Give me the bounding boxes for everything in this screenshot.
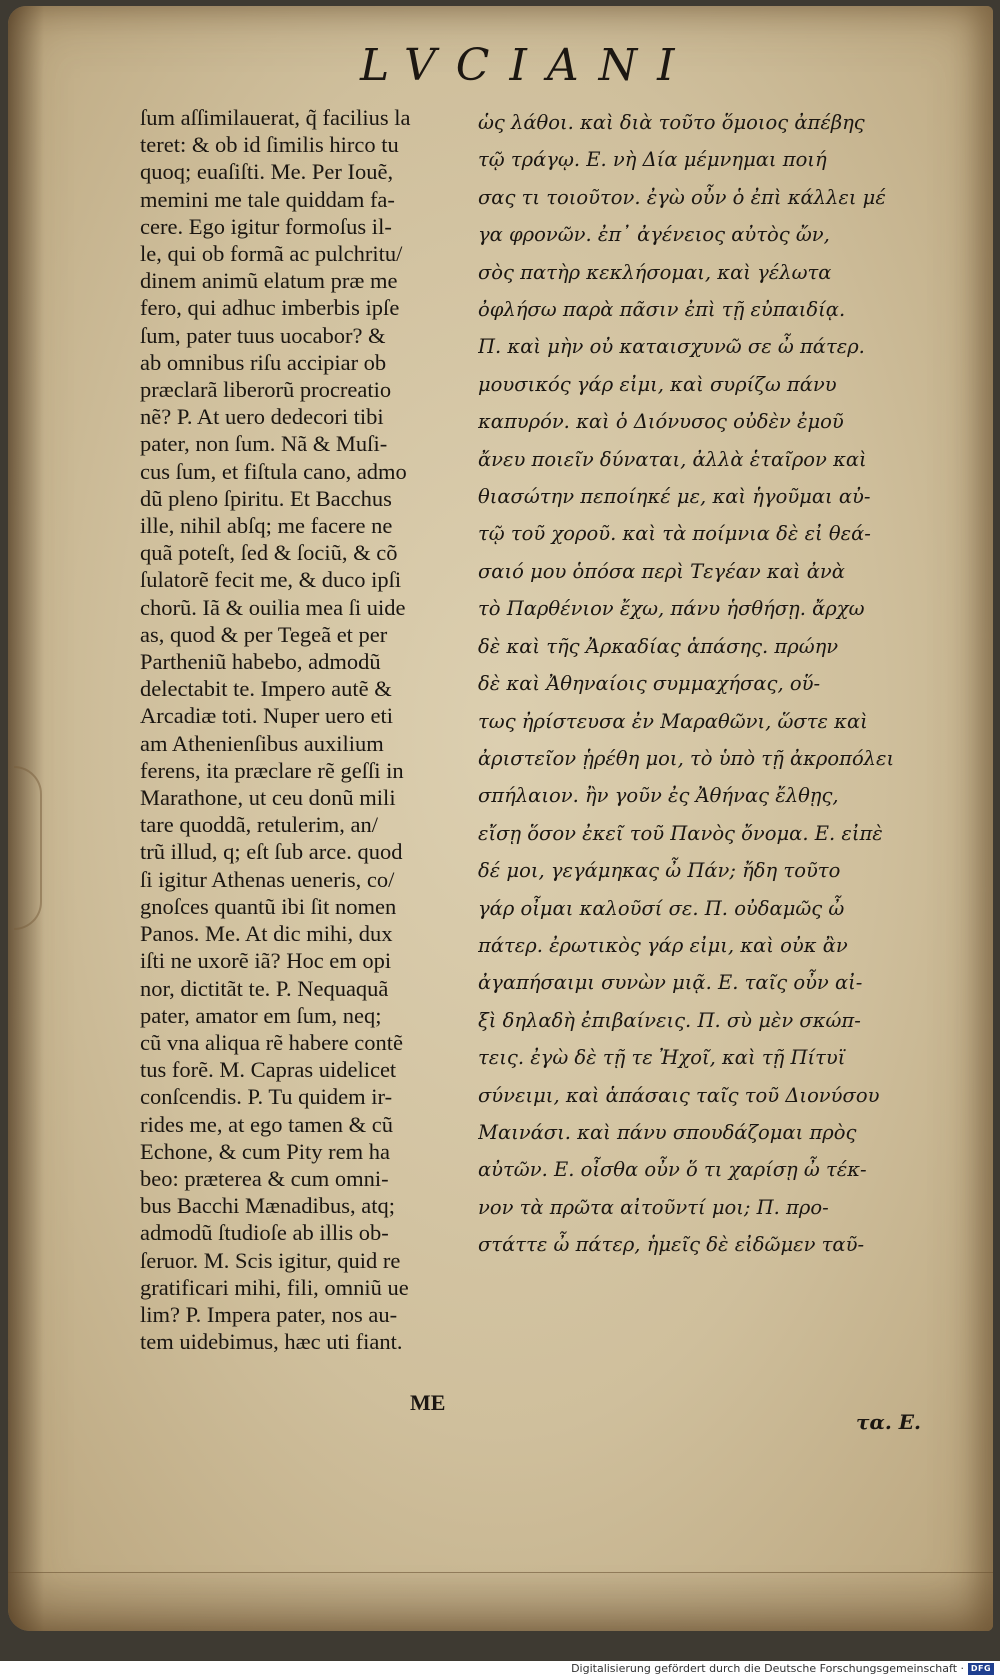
latin-text-line: Partheniũ habebo, admodũ [140,649,381,675]
latin-text-line: chorũ. Iã & ouilia mea ſi uide [140,594,406,620]
latin-text-line: tem uidebimus, hæc uti fiant. [140,1329,403,1355]
latin-text-line: le, qui ob formã ac pulchritu/ [140,241,403,267]
footer-credit: Digitalisierung gefördert durch die Deutsche Forschungsgemeinschaft · [571,1662,964,1675]
latin-text-line: conſcendis. P. Tu quidem ir- [140,1084,393,1110]
greek-text-line: τεις. ἐγὼ δὲ τῇ τε Ἠχοῖ, καὶ τῇ Πίτυϊ [478,1046,846,1070]
greek-text-line: σὸς πατὴρ κεκλήσομαι, καὶ γέλωτα [478,260,832,284]
latin-text-line: cũ vna aliqua rẽ habere contẽ [140,1029,403,1055]
running-head: LVCIANI [360,40,695,91]
dfg-logo: DFG [968,1663,994,1675]
latin-text-line: ſum, pater tuus uocabor? & [140,322,386,348]
latin-catchword: ME [410,1390,446,1415]
latin-text-line: lim? P. Impera pater, nos au- [140,1301,398,1327]
greek-text-line: ἀγαπήσαιμι συνὼν μιᾷ. Ε. ταῖς οὖν αἰ- [478,971,863,995]
latin-text-line: gnoſces quantũ ibi ſit nomen [140,893,397,919]
latin-text-line: Panos. Me. At dic mihi, dux [140,921,393,947]
greek-text-line: Μαινάσι. καὶ πάνυ σπουδάζομαι πρὸς [478,1120,857,1144]
greek-text-line: σπήλαιον. ἢν γοῦν ἐς Ἀθήνας ἔλθῃς, [478,784,839,808]
greek-text-line: αὐτῶν. Ε. οἶσθα οὖν ὅ τι χαρίσῃ ὦ τέκ- [478,1158,867,1182]
latin-column [140,104,458,1355]
latin-text-line: nẽ? P. At uero dedecori tibi [140,404,384,430]
latin-text-line: teret: & ob id ſimilis hirco tu [140,132,399,158]
greek-text-line: τως ἠρίστευσα ἐν Μαραθῶνι, ὥστε καὶ [478,709,868,733]
latin-text-line: bus Bacchi Mænadibus, atq; [140,1193,395,1219]
greek-text-line: σας τι τοιοῦτον. ἐγὼ οὖν ὁ ἐπὶ κάλλει μέ [478,185,886,209]
latin-text-line: pater, amator em ſum, neq; [140,1002,382,1028]
greek-text-line: νον τὰ πρῶτα αἰτοῦντί μοι; Π. προ- [478,1195,829,1219]
latin-text-line: Echone, & cum Pity rem ha [140,1138,390,1164]
latin-text-line: dũ pleno ſpiritu. Et Bacchus [140,485,392,511]
greek-text-line: Π. καὶ μὴν οὐ καταισχυνῶ σε ὦ πάτερ. [478,335,865,359]
page-edge-flap [14,766,42,930]
latin-text-line: ille, nihil abſq; me facere ne [140,513,393,539]
latin-text-line: quã poteſt, ſed & ſociũ, & cõ [140,540,398,566]
latin-text-line: nor, dictitãt te. P. Nequaquã [140,975,389,1001]
latin-text-line: rides me, at ego tamen & cũ [140,1111,394,1137]
greek-catchword: τα. Ε. [856,1410,921,1434]
greek-text-line: καπυρόν. καὶ ὁ Διόνυσος οὐδὲν ἐμοῦ [478,410,844,434]
greek-text-line: εἴσῃ ὅσον ἐκεῖ τοῦ Πανὸς ὄνομα. Ε. εἰπὲ [478,821,883,845]
greek-text-line: στάττε ὦ πάτερ, ἡμεῖς δὲ εἰδῶμεν ταῦ- [478,1233,865,1257]
greek-column [478,104,934,1264]
latin-text-line: cus ſum, et fiſtula cano, admo [140,458,407,484]
latin-text-line: ſi igitur Athenas ueneris, co/ [140,866,395,892]
greek-text-line: ἀριστεῖον ᾑρέθη μοι, τὸ ὑπὸ τῇ ἀκροπόλει [478,746,895,770]
latin-text-line: dinem animũ elatum præ me [140,268,398,294]
greek-text-line: τῷ τράγῳ. Ε. νὴ Δία μέμνημαι ποιή [478,148,827,172]
greek-text-line: τὸ Παρθένιον ἔχω, πάνυ ἡσθήσῃ. ἄρχω [478,597,865,621]
greek-text-line: γα φρονῶν. ἐπ᾽ ἀγένειος αὐτὸς ὤν, [478,223,830,247]
latin-text-line: ſulatorẽ fecit me, & duco ipſi [140,567,402,593]
latin-text-line: delectabit te. Impero autẽ & [140,676,392,702]
latin-text-line: ferens, ita præclare rẽ geſſi in [140,757,404,783]
greek-text-line: ξὶ δηλαδὴ ἐπιβαίνεις. Π. σὺ μὲν σκώπ- [478,1008,861,1032]
greek-text-line: ὡς λάθοι. καὶ διὰ τοῦτο ὅμοιος ἀπέβης [478,111,865,134]
greek-text-line: δὲ καὶ Ἀθηναίοις συμμαχήσας, οὕ- [478,672,821,696]
greek-text-line: δέ μοι, γεγάμηκας ὦ Πάν; ἤδη τοῦτο [478,859,841,883]
greek-text-line: σαιό μου ὁπόσα περὶ Τεγέαν καὶ ἀνὰ [478,559,845,583]
greek-text-line: ἄνευ ποιεῖν δύναται, ἀλλὰ ἑταῖρον καὶ [478,447,867,471]
latin-text-line: iſti ne uxorẽ iã? Hoc em opi [140,948,392,974]
greek-text-line: σύνειμι, καὶ ἁπάσαις ταῖς τοῦ Διονύσου [478,1083,880,1107]
latin-text-line: ſum aſſimilauerat, q̃ facilius la [140,105,411,130]
latin-text-line: præclarã liberorũ procreatio [140,377,392,403]
latin-text-line: quoq; euaſiſti. Me. Per Iouẽ, [140,159,394,185]
greek-text-line: ὀφλήσω παρὰ πᾶσιν ἐπὶ τῇ εὐπαιδίᾳ. [478,298,846,322]
latin-text-line: Marathone, ut ceu donũ mili [140,785,396,811]
latin-text-line: admodũ ſtudioſe ab illis ob- [140,1220,389,1246]
latin-text-line: am Athenienſibus auxilium [140,730,384,756]
latin-text-line: cere. Ego igitur formoſus il- [140,213,392,239]
greek-text-line: δὲ καὶ τῆς Ἀρκαδίας ἁπάσης. πρώην [478,634,839,658]
greek-text-line: πάτερ. ἐρωτικὸς γάρ εἰμι, καὶ οὐκ ἂν [478,933,848,957]
greek-text-line: μουσικός γάρ εἰμι, καὶ συρίζω πάνυ [478,372,837,396]
latin-text-line: as, quod & per Tegeã et per [140,621,388,647]
latin-text-line: tus forẽ. M. Capras uidelicet [140,1057,397,1083]
latin-text-line: trũ illud, q; eſt ſub arce. quod [140,839,403,865]
latin-text-line: memini me tale quiddam fa- [140,186,395,212]
greek-text-line: θιασώτην πεποίηκέ με, καὶ ἡγοῦμαι αὐ- [478,485,871,509]
greek-text-line: τῷ τοῦ χοροῦ. καὶ τὰ ποίμνια δὲ εἰ θεά- [478,522,871,546]
latin-text-line: gratificari mihi, fili, omniũ ue [140,1274,409,1300]
latin-text-line: ſeruor. M. Scis igitur, quid re [140,1247,401,1273]
latin-text-line: fero, qui adhuc imberbis ipſe [140,295,400,321]
latin-text-line: beo: præterea & cum omni- [140,1165,389,1191]
latin-text-line: tare quoddã, retulerim, an/ [140,812,379,838]
greek-text-line: γάρ οἶμαι καλοῦσί σε. Π. οὐδαμῶς ὦ [478,896,845,920]
page-bottom-edge [8,1572,993,1631]
latin-text-line: pater, non ſum. Nã & Muſi- [140,431,388,457]
latin-text-line: Arcadiæ toti. Nuper uero eti [140,703,394,729]
footer-bar [0,1661,1000,1677]
latin-text-line: ab omnibus riſu accipiar ob [140,349,387,375]
